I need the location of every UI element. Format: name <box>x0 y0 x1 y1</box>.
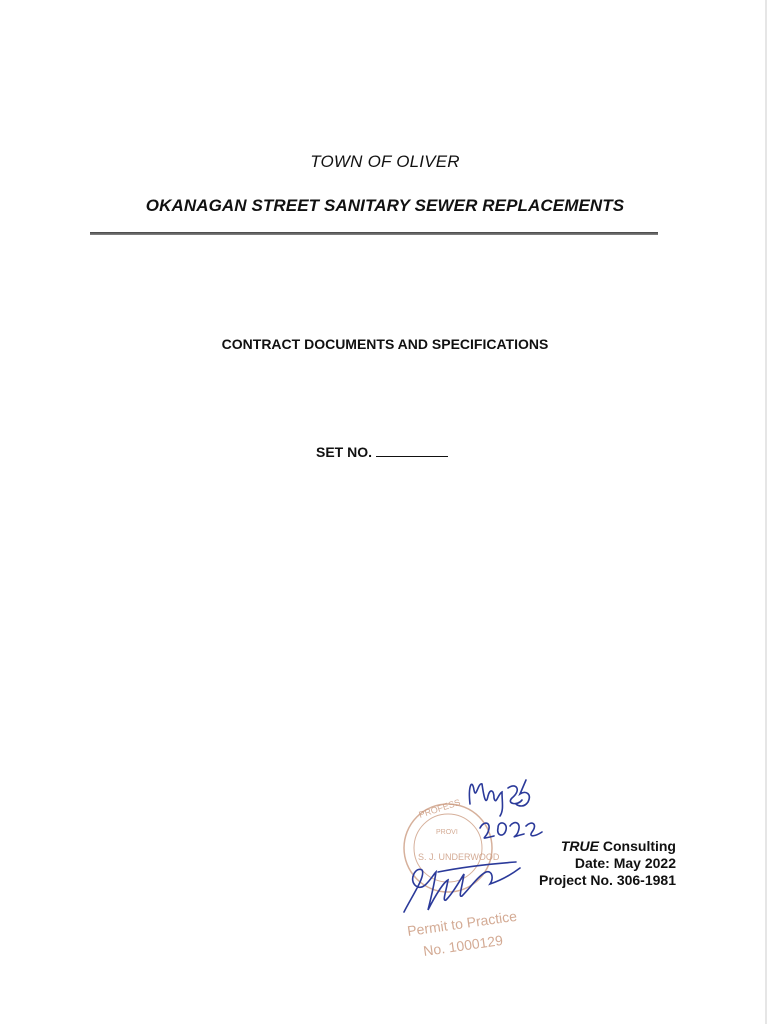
town-name: TOWN OF OLIVER <box>310 152 460 171</box>
firm-name <box>520 838 676 855</box>
firm-date: Date: May 2022 <box>574 855 676 871</box>
svg-text:No. 1000129: No. 1000129 <box>422 931 504 959</box>
svg-text:S. J. UNDERWOOD: S. J. UNDERWOOD <box>418 852 500 862</box>
project-title: OKANAGAN STREET SANITARY SEWER REPLACEMENTS <box>145 196 625 215</box>
svg-text:Permit to Practice: Permit to Practice <box>406 907 518 939</box>
set-number-blank <box>376 444 448 457</box>
svg-text:PROFESS: PROFESS <box>417 797 462 820</box>
set-number-label: SET NO. <box>316 444 373 460</box>
set-number <box>316 444 448 460</box>
svg-text:PROVI: PROVI <box>436 829 458 836</box>
firm-name-italic: TRUE <box>560 838 599 854</box>
firm-name-rest: Consulting <box>599 838 676 854</box>
document-type: CONTRACT DOCUMENTS AND SPECIFICATIONS <box>221 336 549 352</box>
title-rule <box>90 232 658 235</box>
firm-project-no: Project No. 306-1981 <box>539 872 676 888</box>
engineer-stamp <box>404 804 492 892</box>
firm-block <box>520 838 676 889</box>
